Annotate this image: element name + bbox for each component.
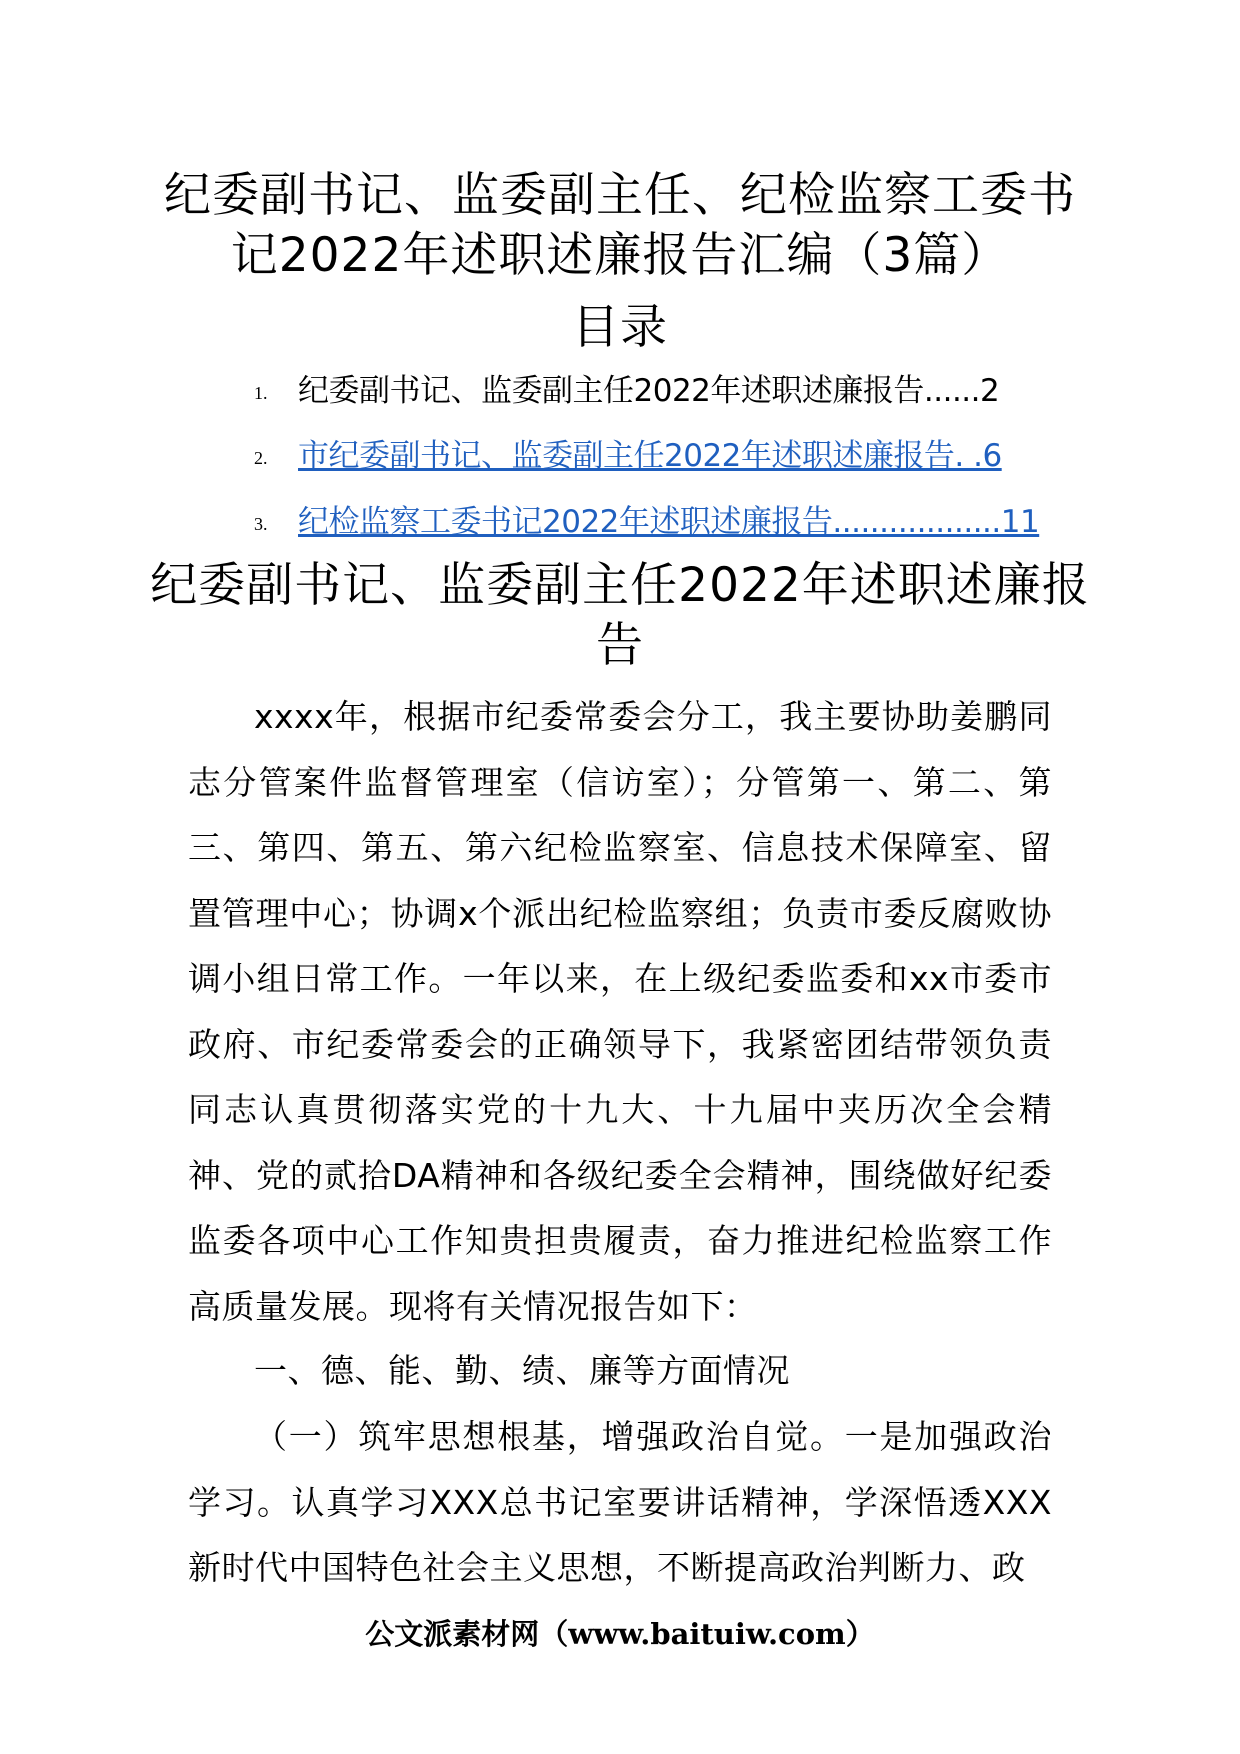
toc-item[interactable] (254, 502, 1054, 542)
section-title: 纪委副书记、监委副主任2022年述职述廉报告 (150, 558, 1090, 673)
toc-item-text: 纪委副书记、监委副主任2022年述职述廉报告......2 (298, 373, 1000, 409)
toc-heading: 目录 (572, 300, 668, 355)
document-title: 纪委副书记、监委副主任、纪检监察工委书记2022年述职述廉报告汇编（3篇） (164, 168, 1076, 283)
toc-item-number: 3. (254, 514, 268, 534)
toc-item[interactable] (254, 371, 1054, 411)
section-heading: 一、德、能、勤、绩、廉等方面情况 (254, 1351, 790, 1390)
body-paragraph: xxxx年，根据市纪委常委会分工，我主要协助姜鹏同志分管案件监督管理室（信访室）；分管第一、第二、第三、第四、第五、第六纪检监察室、信息技术保障室、留置管理中心；协调x个派出纪检监察组；负责市委反腐败协调小组日常工作。一年以来，在上级纪委监委和xx市委市政府、市纪委常委会的正确领导下，我紧密团结带领负责同志认真贯彻落实党的十九大、十九届中夹历次全会精神、党的贰拾DA精神和各级纪委全会精神，围绕做好纪委监委各项中心工作知贵担贵履责，奋力推进纪检监察工作高质量发展。现将有关情况报告如下： (188, 697, 1052, 1326)
toc-item-number: 1. (254, 383, 268, 403)
toc-item-link[interactable]: 市纪委副书记、监委副主任2022年述职述廉报告. .6 (298, 438, 1002, 474)
body-paragraph: （一）筑牢思想根基，增强政治自觉。一是加强政治学习。认真学习XXX总书记室要讲话精神，学深悟透XXX新时代中国特色社会主义思想，不断提高政治判断力、政 (188, 1417, 1052, 1587)
toc-item-link[interactable]: 纪检监察工委书记2022年述职述廉报告..................11 (298, 504, 1040, 540)
toc-item[interactable] (254, 436, 1054, 476)
toc-item-number: 2. (254, 448, 268, 468)
footer-watermark: 公文派素材网（www.baituiw.com） (365, 1617, 875, 1651)
